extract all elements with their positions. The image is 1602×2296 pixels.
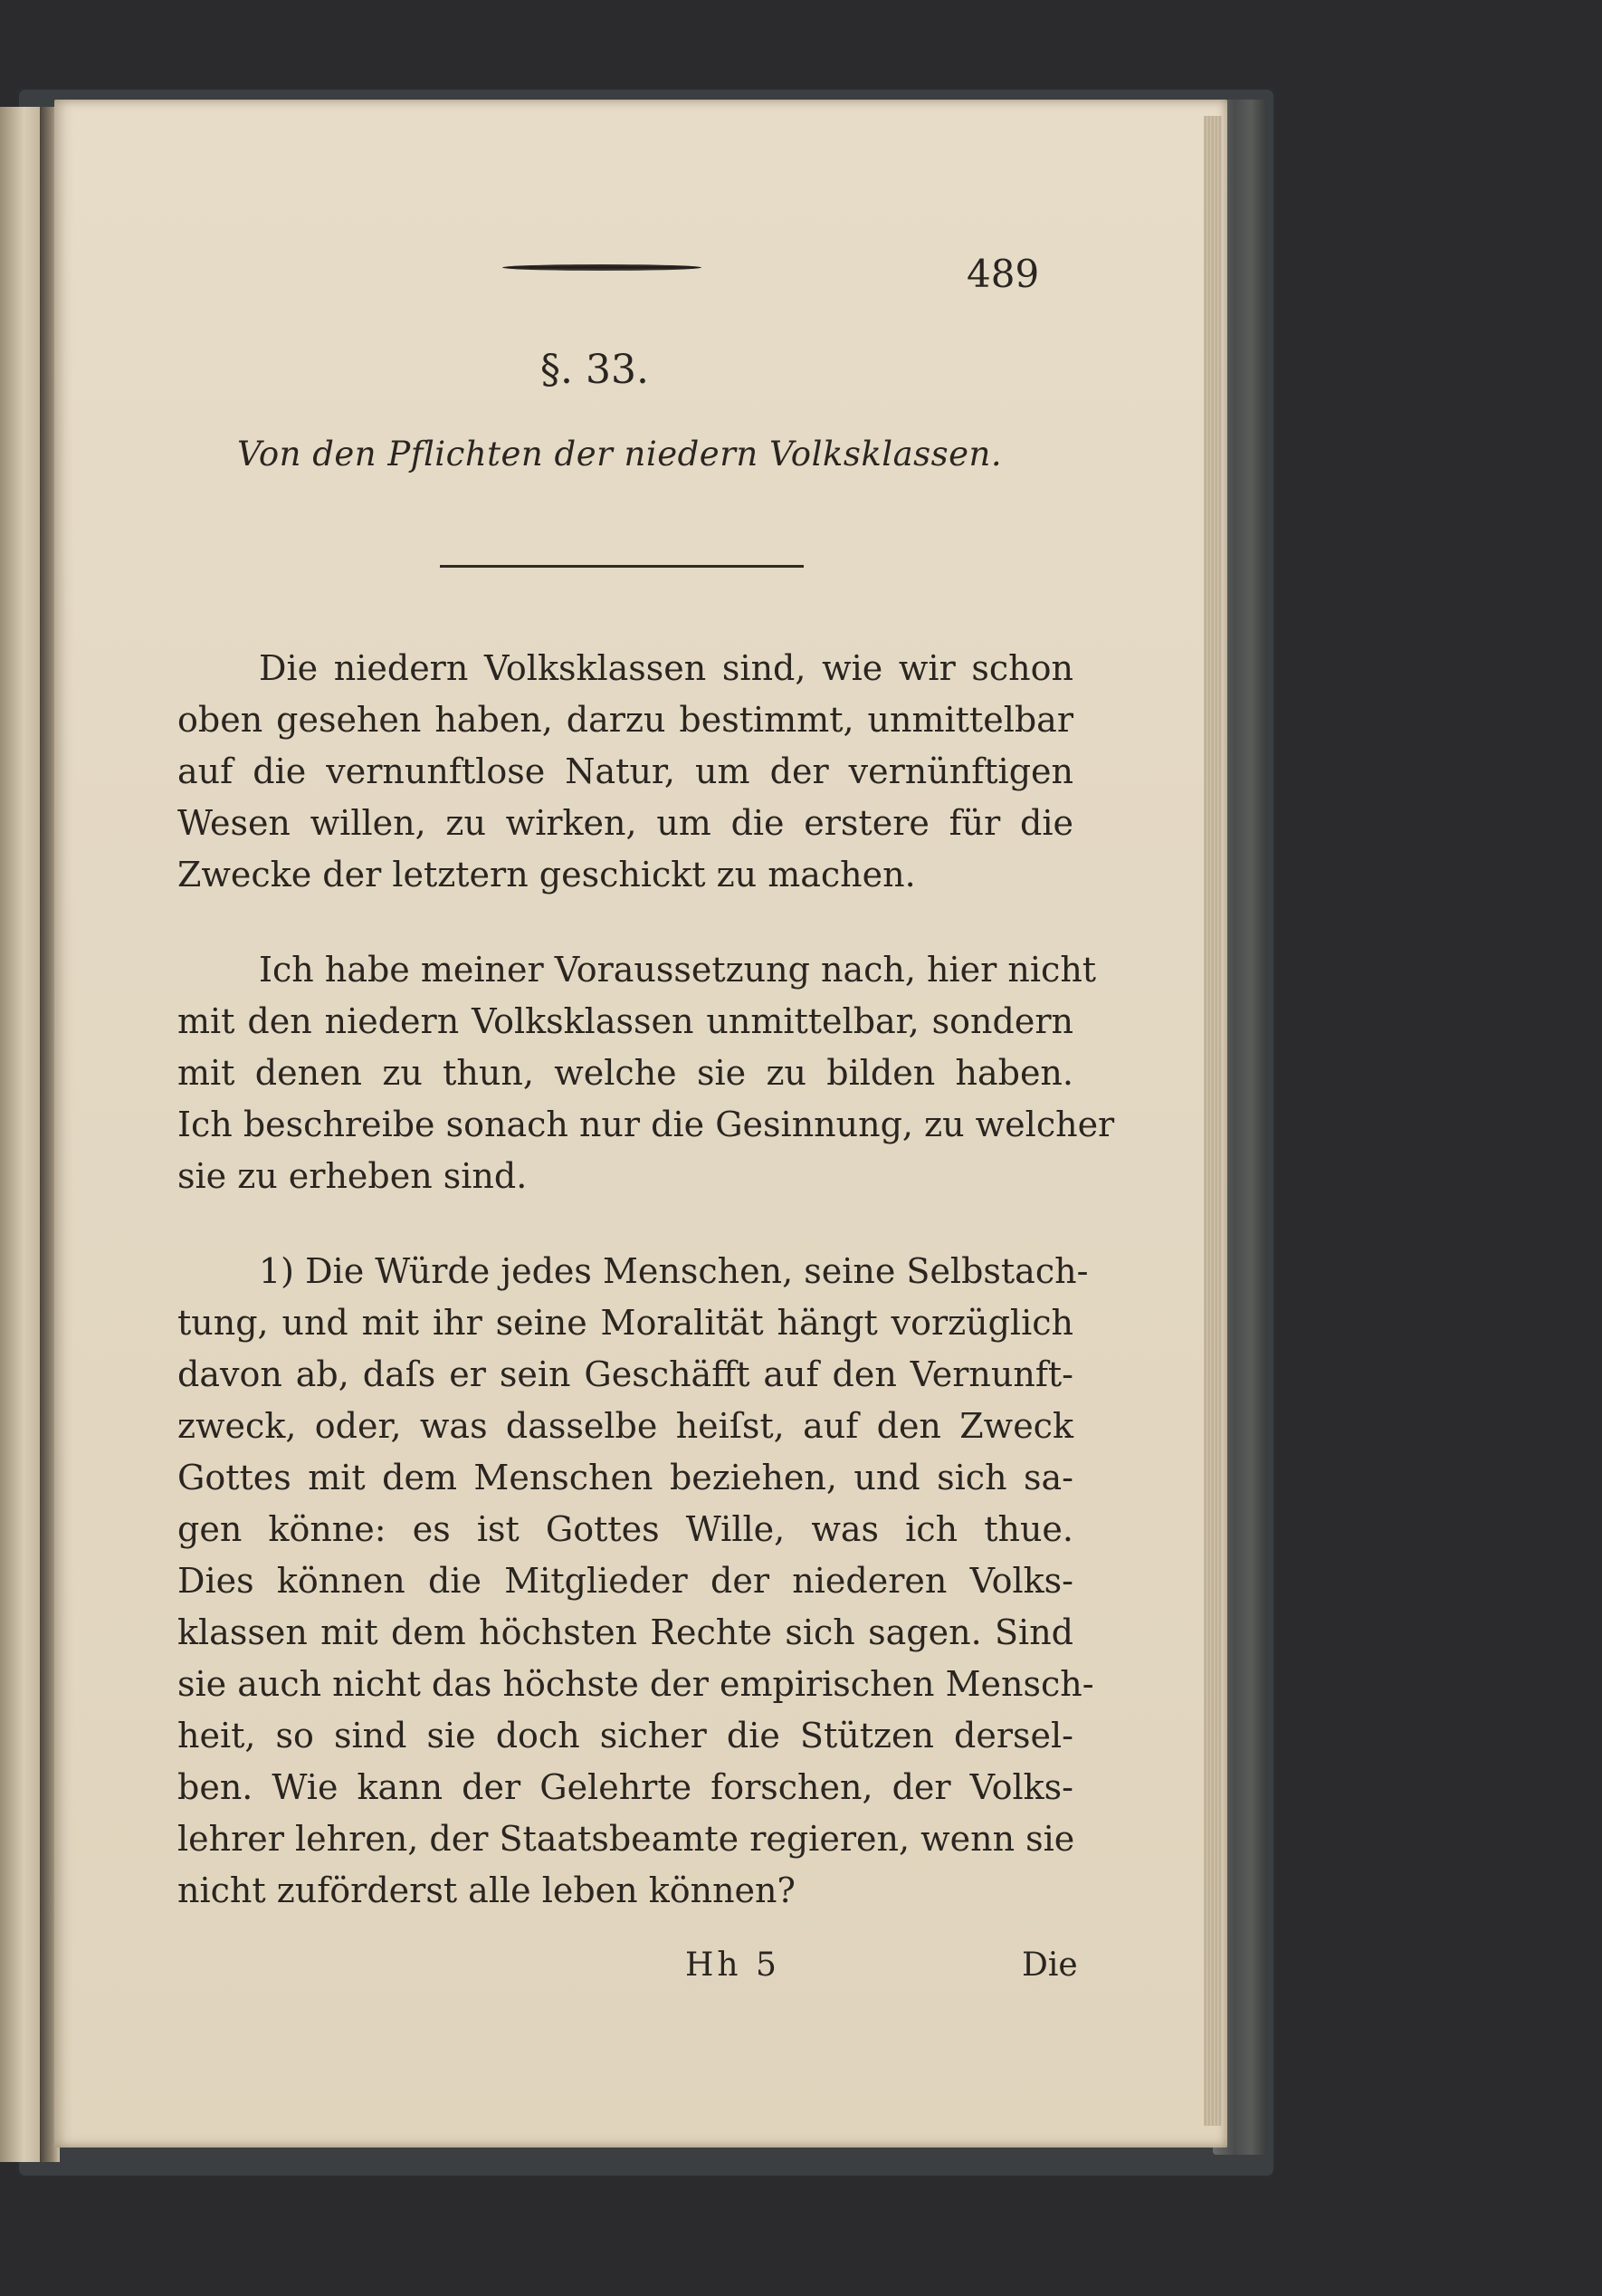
text-line: Ich beschreibe sonach nur die Gesinnung, zu welcher bbox=[177, 1105, 1115, 1144]
signature-mark: Hh 5 bbox=[685, 1947, 780, 1984]
paragraph-1 bbox=[177, 643, 1073, 901]
text-line: lehrer lehren, der Staatsbeamte regieren, wenn sie bbox=[177, 1819, 1075, 1859]
text-line: heit, so sind sie doch sicher die Stützen dersel- bbox=[177, 1716, 1073, 1755]
text-line: sie auch nicht das höchste der empirischen Mensch- bbox=[177, 1664, 1094, 1704]
title-rule bbox=[440, 565, 804, 568]
text-line: davon ab, daſs er sein Geschäfft auf den Vernunft- bbox=[177, 1354, 1073, 1394]
text-line: Zwecke der letztern geschickt zu machen. bbox=[177, 855, 916, 894]
text-line: oben gesehen haben, darzu bestimmt, unmittelbar bbox=[177, 700, 1073, 740]
page-stack-edge bbox=[1204, 116, 1222, 2126]
text-line: Gottes mit dem Menschen beziehen, und sich sa- bbox=[177, 1458, 1073, 1497]
text-line: sie zu erheben sind. bbox=[177, 1156, 528, 1196]
text-line: mit den niedern Volksklassen unmittelbar, sondern bbox=[177, 1001, 1073, 1041]
paragraph-2 bbox=[177, 944, 1115, 1202]
text-line: Ich habe meiner Voraussetzung nach, hier nicht bbox=[259, 950, 1097, 990]
text-line: Wesen willen, zu wirken, um die erstere für die bbox=[177, 803, 1073, 843]
text-line: Dies können die Mitglieder der niederen Volks- bbox=[177, 1561, 1073, 1601]
text-line: klassen mit dem höchsten Rechte sich sagen. Sind bbox=[177, 1612, 1073, 1652]
section-title: Von den Pflichten der niedern Volksklassen. bbox=[237, 435, 1003, 474]
section-number: §. 33. bbox=[540, 347, 649, 393]
header-ornament-rule bbox=[502, 264, 701, 271]
catchword: Die bbox=[1022, 1947, 1078, 1984]
text-line: nicht zuförderst alle leben können? bbox=[177, 1870, 796, 1910]
text-line: tung, und mit ihr seine Moralität hängt vorzüglich bbox=[177, 1303, 1073, 1343]
text-line: auf die vernunftlose Natur, um der vernünftigen bbox=[177, 751, 1073, 791]
text-line: mit denen zu thun, welche sie zu bilden haben. bbox=[177, 1053, 1073, 1093]
text-line: Die niedern Volksklassen sind, wie wir schon bbox=[259, 648, 1073, 688]
paragraph-3 bbox=[177, 1246, 1094, 1917]
text-line: ben. Wie kann der Gelehrte forschen, der Volks- bbox=[177, 1767, 1073, 1807]
left-page-edge bbox=[0, 107, 40, 2162]
page-number: 489 bbox=[967, 252, 1040, 296]
text-line: gen könne: es ist Gottes Wille, was ich thue. bbox=[177, 1509, 1073, 1549]
text-line: zweck, oder, was dasselbe heiſst, auf den Zweck bbox=[177, 1406, 1073, 1446]
text-line: 1) Die Würde jedes Menschen, seine Selbstach- bbox=[259, 1251, 1089, 1291]
